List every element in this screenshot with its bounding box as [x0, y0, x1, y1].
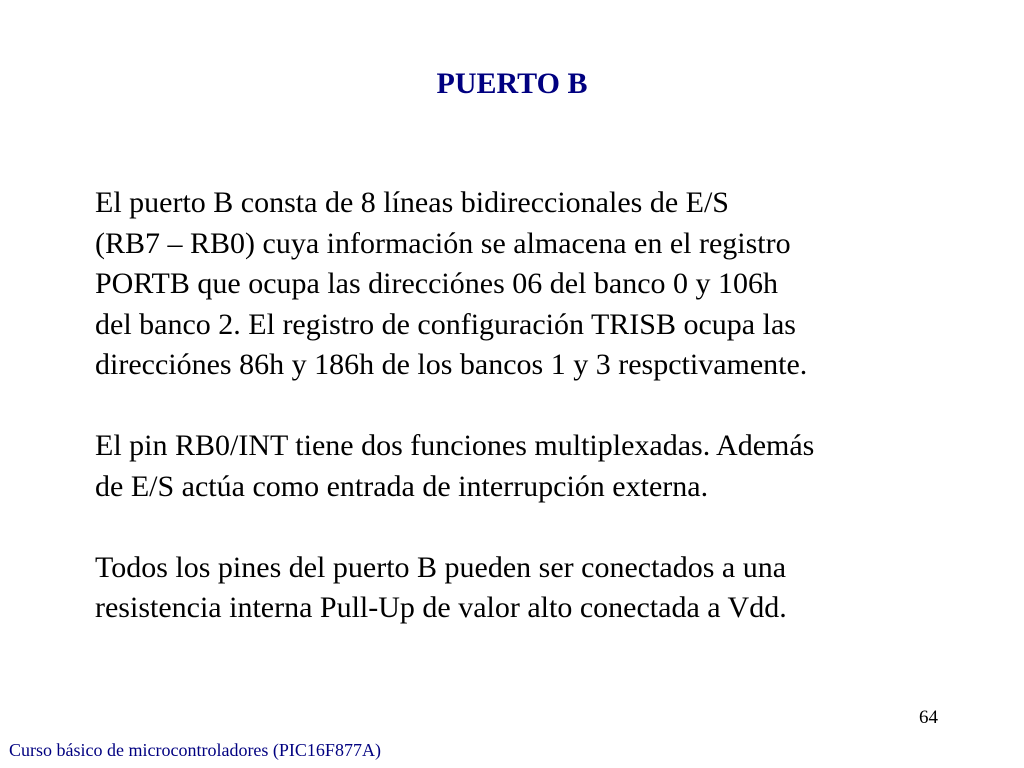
body-line: resistencia interna Pull-Up de valor alto conectada a Vdd. — [95, 591, 787, 624]
body-line: El pin RB0/INT tiene dos funciones multiplexadas. Además — [95, 429, 815, 462]
paragraph-gap — [95, 386, 975, 427]
paragraph-rb0-int — [95, 426, 975, 507]
paragraph-gap — [95, 507, 975, 548]
slide-body — [95, 183, 975, 629]
body-line: Todos los pines del puerto B pueden ser conectados a una — [95, 550, 787, 584]
body-line: del banco 2. El registro de configuración TRISB ocupa las — [95, 307, 796, 341]
paragraph-port-description — [95, 183, 975, 386]
paragraph-pull-up — [95, 548, 975, 629]
body-line: PORTB que ocupa las direcciónes 06 del banco 0 y 106h — [95, 267, 779, 300]
slide-title: PUERTO B — [436, 67, 588, 100]
page-number: 64 — [919, 707, 938, 728]
body-line: direcciónes 86h y 186h de los bancos 1 y 3 respctivamente. — [95, 348, 808, 381]
body-line: El puerto B consta de 8 líneas bidireccionales de E/S — [95, 186, 729, 219]
footer-course-title: Curso básico de microcontroladores (PIC16F877A) — [9, 740, 381, 760]
body-line: (RB7 – RB0) cuya información se almacena en el registro — [95, 226, 791, 260]
body-line: de E/S actúa como entrada de interrupción externa. — [95, 469, 709, 503]
